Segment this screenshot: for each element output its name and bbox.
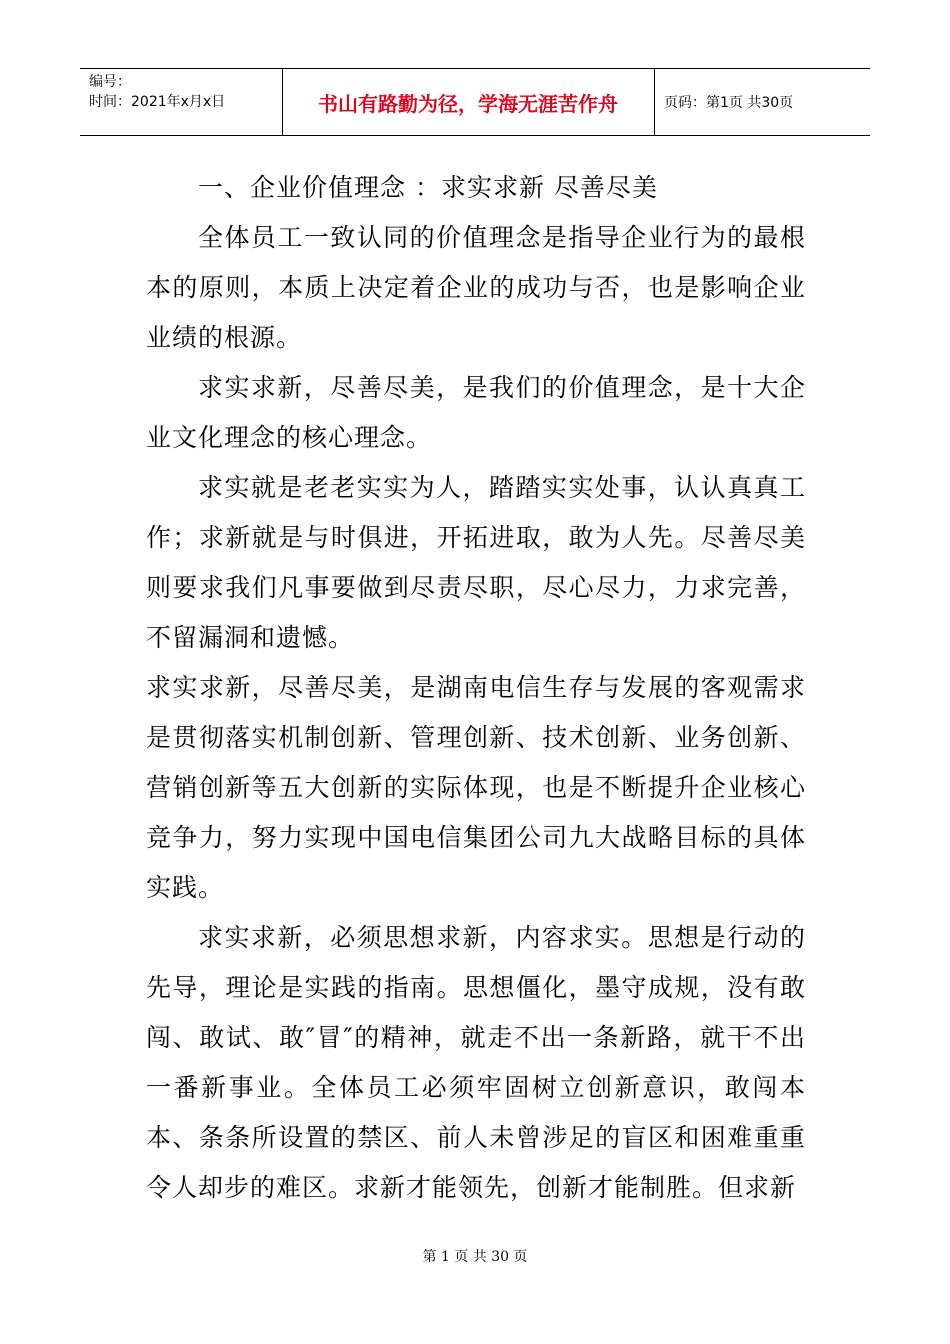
document-body [146,163,806,1213]
page-footer: 第 1 页 共 30 页 [422,1249,528,1265]
paragraph: 求实求新，尽善尽美，是湖南电信生存与发展的客观需求是贯彻落实机制创新、管理创新、技术创新、业务创新、营销创新等五大创新的实际体现，也是不断提升企业核心竞争力，努力实现中国电信集团公司九大战略目标的具体实践。 [146,673,806,902]
paragraph: 全体员工一致认同的价值理念是指导企业行为的最根本的原则，本质上决定着企业的成功与否，也是影响企业业绩的根源。 [146,223,806,352]
header-divider [654,69,655,135]
time-label: 时间：2021年x月x日 [89,94,226,110]
header-meta [89,72,225,112]
header-page-info: 页码：第1页 共30页 [664,95,794,111]
paragraph: 求实求新，必须思想求新，内容求实。思想是行动的先导，理论是实践的指南。思想僵化，墨守成规，没有敢闯、敢试、敢″冒″的精神，就走不出一条新路，就干不出一番新事业。全体员工必须牢固树立创新意识，敢闯本本、条条所设置的禁区、前人未曾涉足的盲区和困难重重令人却步的难区。求新才能领先，创新才能制胜。但求新 [146,923,806,1202]
document-header [80,68,870,136]
section-heading: 一、企业价值理念 ：求实求新 尽善尽美 [198,173,658,202]
paragraph: 求实求新，尽善尽美，是我们的价值理念，是十大企业文化理念的核心理念。 [146,373,806,452]
header-motto: 书山有路勤为径，学海无涯苦作舟 [318,91,618,116]
number-label: 编号： [89,74,131,90]
paragraph: 求实就是老老实实为人，踏踏实实处事，认认真真工作；求新就是与时俱进，开拓进取，敢为人先。尽善尽美则要求我们凡事要做到尽责尽职，尽心尽力，力求完善，不留漏洞和遗憾。 [146,473,806,652]
